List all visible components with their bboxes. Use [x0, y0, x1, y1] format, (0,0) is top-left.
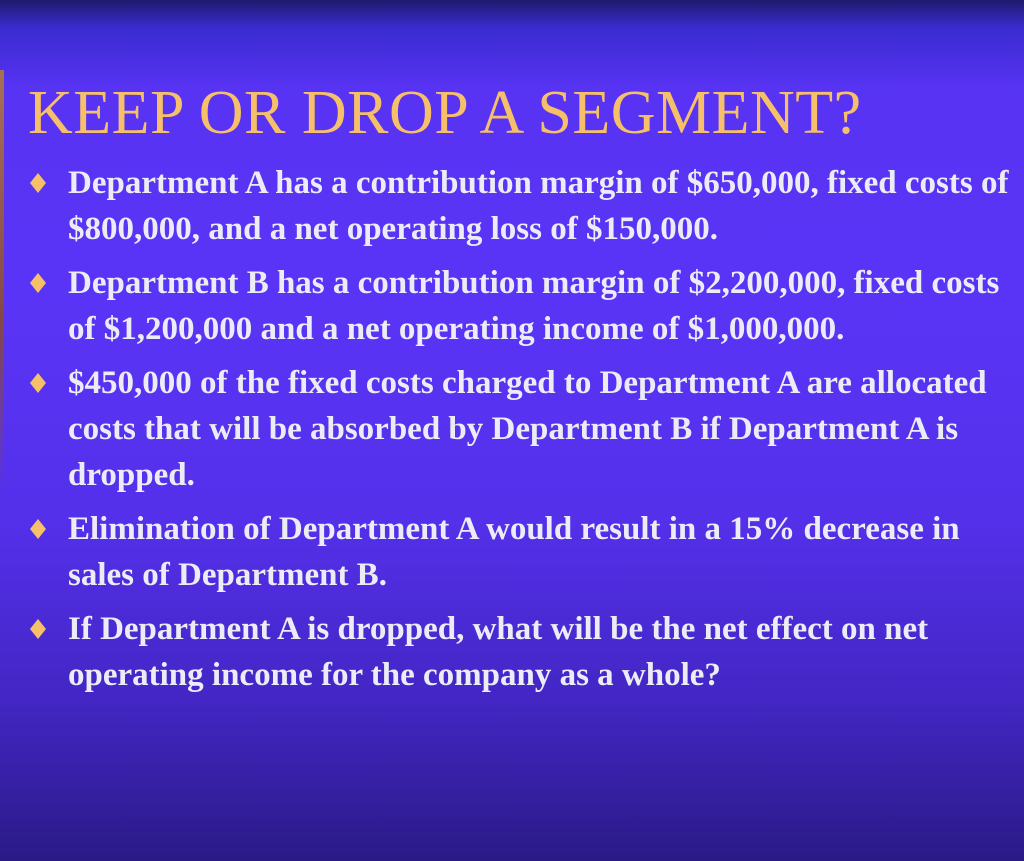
diamond-icon	[30, 360, 68, 406]
bullet-text: Department A has a contribution margin of $650,000, fixed costs of $800,000, and a net operating loss of $150,000.	[68, 165, 1009, 247]
slide-title: KEEP OR DROP A SEGMENT?	[28, 79, 862, 147]
bullet-text: If Department A is dropped, what will be the net effect on net operating income for the company as a whole?	[68, 611, 929, 693]
bullet-list	[30, 160, 1015, 706]
bullet-text: Department B has a contribution margin of $2,200,000, fixed costs of $1,200,000 and a net operating income of $1,000,000.	[68, 265, 1000, 347]
bullet-text: $450,000 of the fixed costs charged to Department A are allocated costs that will be absorbed by Department B if Department A is dropped.	[68, 365, 987, 493]
bullet-item	[30, 160, 1015, 252]
bullet-item	[30, 506, 1015, 598]
bullet-item	[30, 360, 1015, 498]
diamond-icon	[30, 260, 68, 306]
diamond-icon	[30, 160, 68, 206]
diamond-icon	[30, 606, 68, 652]
diamond-icon	[30, 506, 68, 552]
bullet-item	[30, 260, 1015, 352]
bullet-item	[30, 606, 1015, 698]
bullet-text: Elimination of Department A would result in a 15% decrease in sales of Department B.	[68, 511, 960, 593]
